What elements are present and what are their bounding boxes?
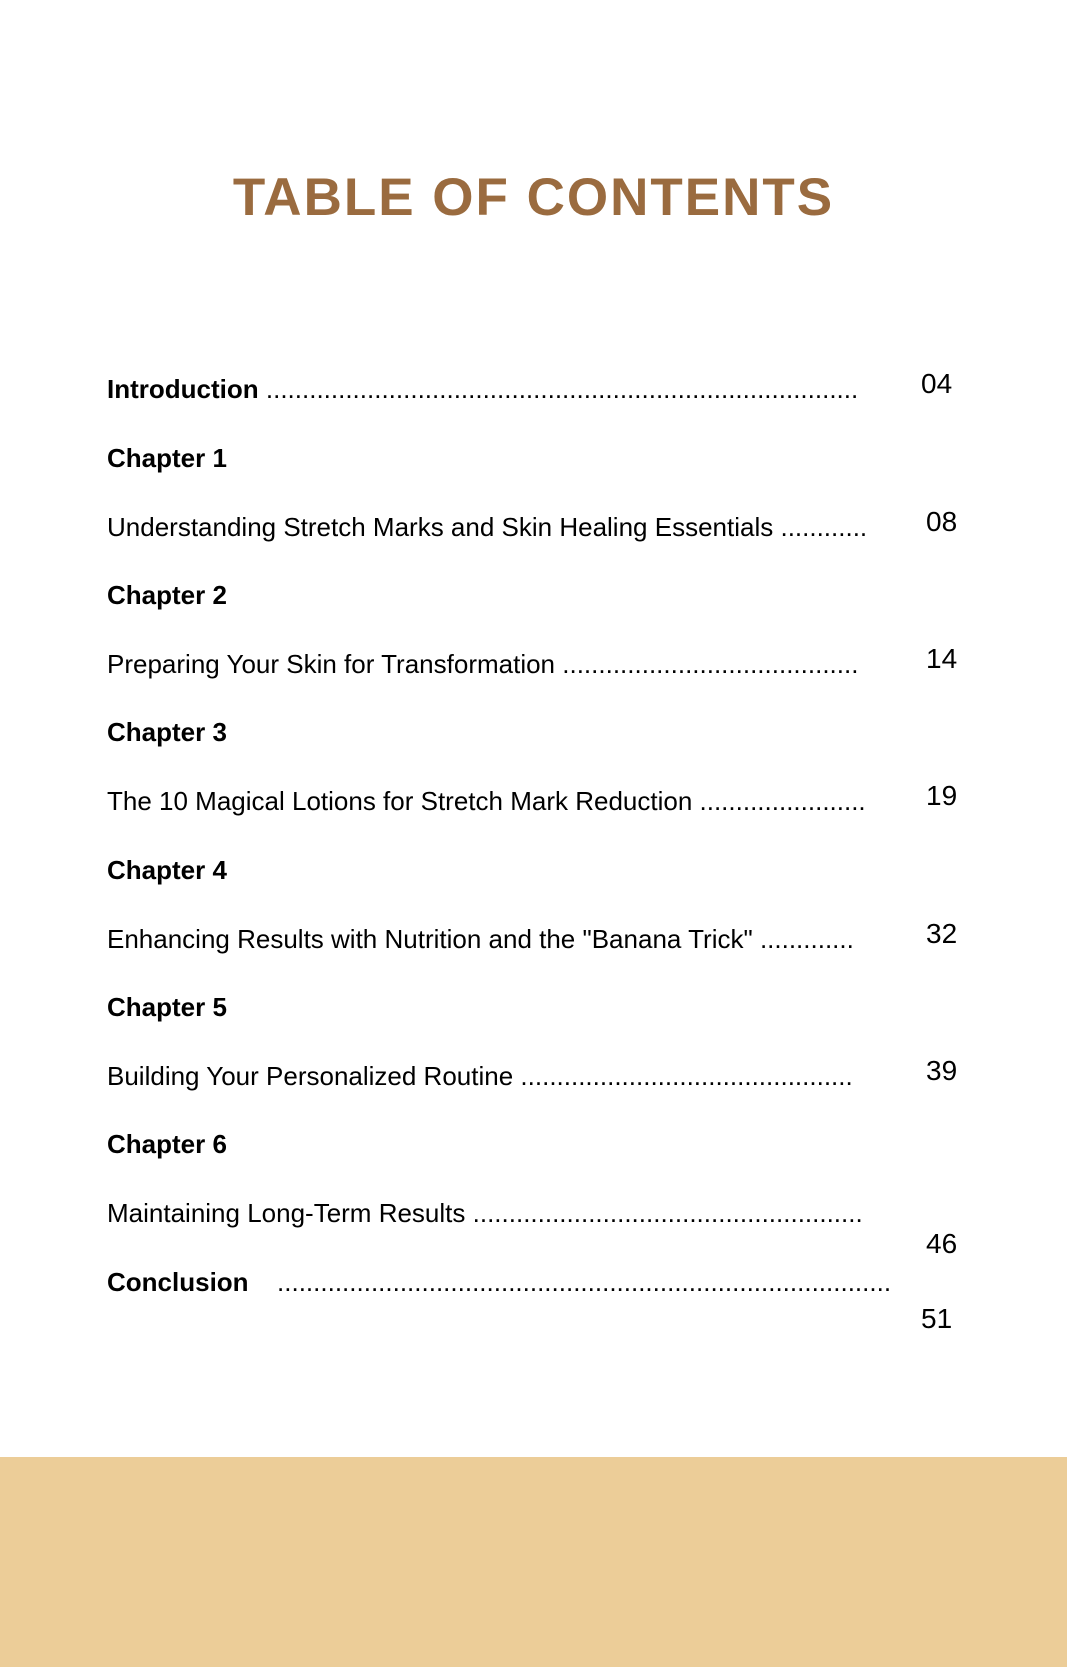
toc-page-chapter-4: 32	[926, 918, 958, 949]
chapter-2-heading: Chapter 2	[107, 580, 227, 610]
toc-entry-introduction-label: Introduction	[107, 374, 259, 404]
toc-page-introduction: 04	[921, 368, 953, 399]
chapter-5-heading: Chapter 5	[107, 992, 227, 1022]
toc-entry-chapter-3	[107, 786, 866, 816]
page-title: TABLE OF CONTENTS	[232, 168, 835, 227]
toc-entry-chapter-1	[107, 512, 867, 542]
toc-leader: .......................	[699, 786, 866, 816]
footer-band	[0, 1457, 1067, 1667]
toc-entry-chapter-5-title: Building Your Personalized Routine	[107, 1061, 514, 1091]
toc-entry-conclusion-label: Conclusion	[107, 1267, 249, 1297]
chapter-4-heading: Chapter 4	[107, 855, 227, 885]
toc-entry-chapter-2	[107, 649, 858, 679]
toc-leader: .............	[759, 924, 854, 954]
toc-entry-introduction	[107, 374, 858, 404]
toc-entry-chapter-3-title: The 10 Magical Lotions for Stretch Mark Reduction	[107, 786, 693, 816]
toc-page-chapter-3: 19	[926, 780, 958, 811]
toc-entry-chapter-6-title: Maintaining Long-Term Results	[107, 1198, 466, 1228]
toc-page-conclusion: 51	[921, 1303, 953, 1334]
toc-page-chapter-6: 46	[926, 1228, 958, 1259]
toc-entry-chapter-4	[107, 924, 854, 954]
chapter-6-heading: Chapter 6	[107, 1129, 227, 1159]
chapter-3-heading: Chapter 3	[107, 717, 227, 747]
toc-leader: .........................................	[562, 649, 859, 679]
toc-leader: .....................................................................................	[277, 1267, 892, 1297]
toc-entry-chapter-2-title: Preparing Your Skin for Transformation	[107, 649, 556, 679]
toc-leader: ............	[780, 512, 868, 542]
toc-page-chapter-5: 39	[926, 1055, 958, 1086]
toc-entry-chapter-6	[107, 1198, 863, 1228]
toc-entry-chapter-4-title: Enhancing Results with Nutrition and the "Banana Trick"	[107, 924, 753, 954]
toc-leader: ..................................................................................	[265, 374, 859, 404]
toc-entry-chapter-1-title: Understanding Stretch Marks and Skin Healing Essentials	[107, 512, 774, 542]
toc-page-chapter-2: 14	[926, 643, 958, 674]
toc-entry-conclusion	[107, 1267, 891, 1297]
toc-page-chapter-1: 08	[926, 506, 958, 537]
toc-leader: ..............................................	[520, 1061, 853, 1091]
toc-entry-chapter-5	[107, 1061, 853, 1091]
toc-leader: ......................................................	[472, 1198, 863, 1228]
chapter-1-heading: Chapter 1	[107, 443, 227, 473]
